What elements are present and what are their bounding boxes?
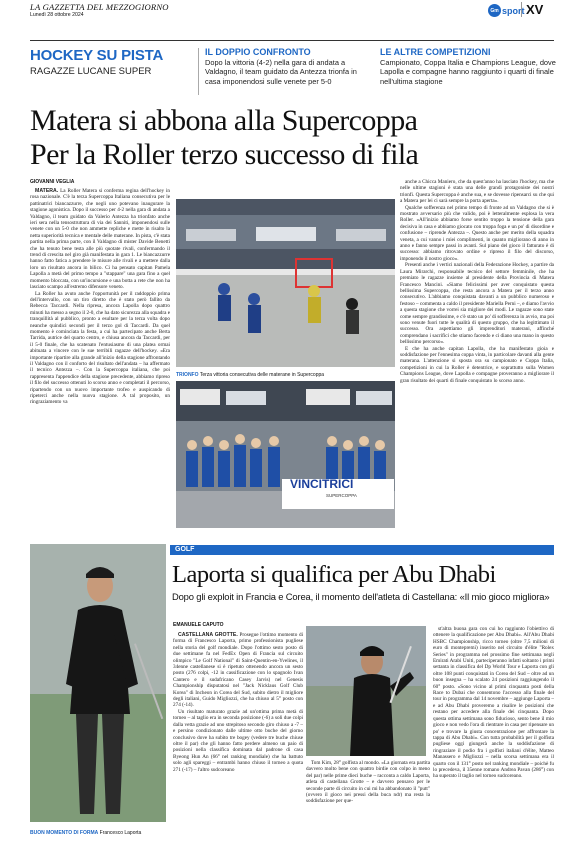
golf-column-1 — [173, 632, 303, 837]
newspaper-name: LA GAZZETTA DEL MEZZOGIORNO — [30, 2, 169, 12]
article-paragraph: Presenti anche i vertici nazionali della Federazione Hockey, a partire da Laura Mirarchi, responsabile tecnico del settore femminile, che ha premiato le ragazze insieme al presidente della Provincia di Matera Francesco Mancini. «Siamo felicissimi per aver conquistato questa bellissima Supercoppa, che resta ancora a Matera per il terzo anno consecutivo. L'abbiamo conquistata davanti a un pubblico numeroso e festoso – commenta a caldo il presidente Mariella Perni –, e diamo l'avvio a questa stagione che vorrei sia migliore dei modi. Le ragazze sono state come sempre grandissime, e c'è stato un po' di sofferenza in avvio, ma poi sono venute fuori tutte le qualità di questo gruppo, che ha legittimato il successo. Ora aspettiamo gli imprenditori materani, affinché comprendano i sacrifici che stiamo facendo e ci diano una mano in questo bellissimo percorso». — [400, 262, 554, 346]
article-lead: MATERA. — [35, 188, 59, 194]
sport-logo-word: sport — [502, 5, 525, 16]
photo-hockey-action — [176, 199, 395, 367]
headline-line-1: Matera si abbona alla Supercoppa — [30, 104, 418, 137]
photo-golfer-swing-image — [306, 626, 426, 756]
golf-photo-caption — [30, 830, 141, 836]
article-byline: GIOVANNI VEGLIA — [30, 179, 75, 185]
caption-text: Terza vittoria consecutiva delle materane in Supercoppa — [199, 372, 325, 378]
masthead — [30, 2, 554, 42]
golf-byline: EMANUELE CAPUTO — [173, 622, 224, 628]
photo-golfer — [30, 544, 166, 822]
section-header — [30, 47, 180, 77]
issue-date: Lunedì 28 ottobre 2024 — [30, 12, 84, 18]
article-paragraph: Qualche sofferenza nel primo tempo di fronte ad un Valdagno che si è mostrato avversario più che valido, poi è letteralmente esplosa la vera Roller. «All'inizio abbiamo forse sentito troppo la tensione della gara decisiva in casa e abbiamo giocato con troppa foga e un po' di disordine e confusione – riprende Antezza –. Questo anche per merito della squadra veneta, a cui vanno i miei complimenti, in quanto migliorano di anno in anno e fanno sempre passi in avanti. Sul piano del gioco il fatturato è di successo: abbiamo ritrovato ordine e ripreso il filo del discorso, imponendo il nostro gioco». — [400, 204, 554, 262]
golf-lead: CASTELLANA GROTTE. — [178, 632, 238, 638]
golf-headline: Laporta si qualifica per Abu Dhabi — [172, 561, 496, 588]
article-paragraph: anche a Chicca Maniero, che da quest'anno ha lasciato l'hockey, ma che nelle ultime stagioni è stata una delle grandi protagoniste dei nostri trionfi. Questa Supercoppa è anche sua, e se dovesse ripensarci su che qui a Matera per lei ci sarà sempre la porta aperta». — [400, 179, 554, 205]
caption-text: Francesco Laporta — [99, 830, 142, 836]
golf-column-3 — [433, 626, 554, 838]
photo-team-celebration — [176, 381, 395, 528]
golf-column-2 — [306, 760, 430, 838]
photo-golfer-swing — [306, 626, 426, 756]
article-column-1 — [30, 188, 170, 533]
section-title: HOCKEY SU PISTA — [30, 47, 164, 64]
article-column-2 — [400, 179, 554, 536]
photo-golfer-image — [30, 544, 166, 822]
teaser-doppio-confronto — [205, 47, 373, 86]
caption-key: BUON MOMENTO DI FORMA — [30, 830, 99, 836]
article-paragraph: Tom Kim, 28° golfista al mondo. «La giornata era partita davvero molto bene con quattro birdie con colpo in meno del par) nelle prime dieci buche – racconta a caldo Laporta, atleta di castellana Grotte – e davvero pensavo per le seconde parte di circuito in cui mi ha abbandonato il "putt" (ovvero il gioco nei pressi della buca ndr) ma resta la soddisfazione per que- — [306, 760, 430, 805]
golf-subtitle: Dopo gli exploit in Francia e Corea, il momento dell'atleta di Castellana: «Il mio gioco migliora» — [172, 591, 550, 602]
golf-section-bar — [170, 545, 554, 555]
golf-section-label: GOLF — [175, 546, 195, 553]
photo-hockey-action-image — [176, 199, 395, 367]
teaser-body: Dopo la vittoria (4-2) nella gara di andata a Valdagno, il team guidato da Antezza trionfa in casa imponendosi sulle venete per 5-0 — [205, 58, 357, 86]
article-paragraph: st'altra buona gara con cui ho raggiunto l'obiettivo di ottenere la qualificazione per Abu Dhabi». All'Abu Dhabi HSBC Championship, ricco torneo (oltre 7,5 milioni di euro di montepremi) inserito nel circuito d'élite "Rolex Series" in programma nel prossimo fine settimana negli Emirati Arabi Uniti, parteciperanno infatti soltanto i primi settanta in classifica del Dp World Tour e Laporta con gli oltre 108 punti conquistati in Corea del Sud – oltre ad un buon insegna – ha scalato 24 posizioni raggiungendo il 60° posto. «Sono vicino al primi cinquanta posti della Race to Dubai che consentono l'accesso alla finale del tour in programma dal 14 novembre – aggiunge Laporta – e ad Abu Dhabi proveremo a risalire le posizioni che restano per accedere alla finale dei cinquanta. Dopo questa ottima settimana sono fiducioso, sento bene il mio gioco e non vedo l'ora di rientrare in casa per ripensare un po' e trovare la giusta concentrazione per affrontare la tappa di Abu Dhabi». Con tutta probabilità per il golfista pugliese oggi giungerà anche la soddisfazione di ringraziare il podio fra i golfisti italiani d'élite, Matteo Manassero e Migliozzi – nella scorsa settimana era il quarto con il 131° posto nel ranking mondiale – poichè fu lo precedeva, il 35enne romano Andrea Pavan (286°) con ha superato il taglio nel torneo sudcoreano. — [433, 626, 554, 780]
article-paragraph: MATERA. La Roller Matera si conferma regina dell'hockey in rosa nazionale. C'è la terza Supercoppa Italiana consecutiva per le pattinatrici biancazzurre, che negli uno potevano inaugurare la stagione agonistica. Dopo il successo per 4-2 nella gara di andata a Valdagno, il team guidato da Valerio Antezza ha trionfato anche ieri sera nella tensostruttura di via dei Sanniti, imponendosi sulle venete con un 5-0 che non ammette repliche e mette in risalto la netta superiorità tecnica e mentale delle materane. In pista, c'è stata partita nella prima parte, con il Valdagno di mister Davide Benetti che ha tenuto bene testa alle più quotate rivali, confermando il trend di crescita nel giro già manifestata in gara 1. Le biancazzurre hanno fatto fatica a prendere le misure alle rivali e a mettere dalla loro un risultato ancora in bilico. Ci ha pensato capitan Pamela Lapolla a metà del primo tempo a "stappare" una gara fino a quel momento bloccata, con un'incursione e una botta a rete che non ha lasciato scampo all'estremo difensore veneto. — [30, 188, 170, 291]
headline-line-2: Per la Roller terzo successo di fila — [30, 138, 419, 171]
teaser-altre-competizioni — [380, 47, 558, 86]
article-paragraph: Un risultato maturato grazie ad un'ottima prima metà di torneo – al taglio era in seconda posizione (-6) a soli due colpi dalla vetta grazie ad uno strepitoso secondo giro chiuso a -7 – e persino condizionato dalle ultime otto buche del giorno conclusivo dove ha subìto tre bogey (vedere tre buche chiuse oltre il par) che gli hanno fatto perdere almeno un paio di posizioni nella classifica dominata dal padrone di casa Byeong Hun An (66° nel ranking mondiale) che ha battuto solo agli spareggi – entrambi hanno chiuso il torneo a quota 271 (-17) – l'altro sudcoreano — [173, 708, 303, 773]
article-paragraph: CASTELLANA GROTTE. Prosegue l'ottimo momento di forma di Francesco Laporta, primo professionista pugliese nella storia del golf mondiale. Dopo l'ottimo sesto posto di due settimane fa nel FedEx Open di Francia sul circuito olimpico "Le Golf National" di Saint-Quentin-en-Yvelines, il 34enne castellanese si è ripetuto ottenendo ancora un sesto posto (276 colpi, -12 in cassificazione con lo spagnolo Ivan Cantero e il sudafricano Casey Jarvis) nel Genesis Championship disputatosi nel "Jack Nicklaus Golf Club Korea" di Incheon in Corea del Sud, subito dietro il migliore degli italiani, Guido Migliozzi, che ha chiuso al 5° posto con 274 (-14). — [173, 632, 303, 709]
sport-logo — [488, 4, 525, 17]
section-subtitle: RAGAZZE LUCANE SUPER — [30, 66, 152, 77]
masthead-rule — [30, 40, 554, 41]
banner-vincitrici: VINCITRICI — [290, 477, 354, 491]
article-paragraph: La Roller ha avuto anche l'opportunità per il raddoppio prima dell'intervallo, con un tiro diretto che è stato però fallito da Rebecca Taccardi. Nella ripresa, ancora Lapolla dopo quattro minuti ha messo a segno il 2-0, che ha dato sicurezza alla squadra e tranquillità al pubblico, pronto a esultare per la terza volta dopo neanche quindici secondi per il terzo gol di Taccardi. Da quel momento è cominciata la festa, a cui ha partecipato anche Berta Tarrida, autrice del quarto centro, e chiusa ancora da Taccardi, per il 5-0 finale, che ha scatenato l'entusiasmo di una platea ormai abituata a vincere con le sue terribili ragazze dell'hockey. «Era importante ripartire alla grande all'inizio della stagione affrontando il Valdagno con il conforto del risultato dell'andata – ha affermato il tecnico Antezza –. Con la Supercoppa italiana, che poi rappresenta l'appendice della stagione precedente, abbiamo ripreso il filo del successo ottenuti lo scorso anno e completati il percorso, ripartendo con un nuovo importante trofeo e auspicando di ripeterci anche nella nuova stagione. A tal proposito, un ringraziamento va — [30, 290, 170, 406]
banner-supercoppa: SUPERCOPPA — [326, 493, 357, 498]
page-number: XV — [521, 2, 543, 17]
article-paragraph: E che ha anche capitan Lapolla, che ha manifestato gioia e soddisfazione per l'ennesima coppa vinta, in particolare davanti alla gente materana. L'attenzione si sposta ora su campionato e Coppa Italia, competizioni in cui la Roller è detentrice, e soprattutto sulla Women Champions League, dove Lapolla e compagne proveranno a migliorare il gran risultato dei quarti di finale conquistato lo scorso anno. — [400, 345, 554, 384]
photo-team-celebration-image — [176, 381, 395, 528]
photo-caption — [176, 372, 324, 378]
teaser-head: IL DOPPIO CONFRONTO — [205, 47, 311, 57]
sport-logo-mark: Gm — [488, 4, 501, 17]
caption-key: TRIONFO — [176, 372, 199, 378]
teaser-head: LE ALTRE COMPETIZIONI — [380, 47, 491, 57]
teaser-body: Campionato, Coppa Italia e Champions League, dove Lapolla e compagne hanno raggiunto i quarti di finale nell'ultima stagione — [380, 58, 556, 86]
main-headline — [30, 104, 554, 172]
teaser-divider — [198, 48, 199, 95]
